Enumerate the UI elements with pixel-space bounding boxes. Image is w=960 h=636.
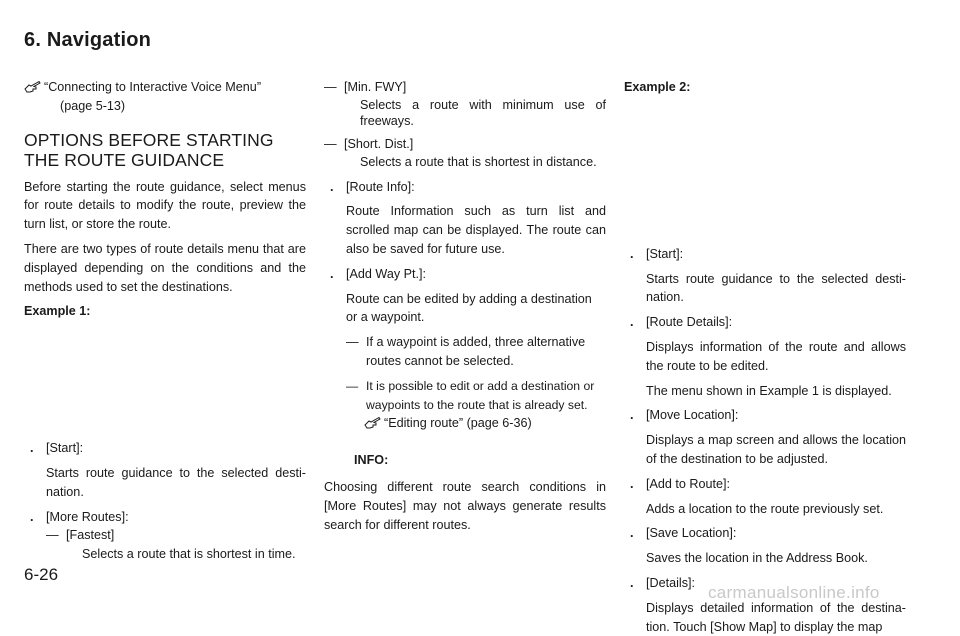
list-item-route-info <box>324 178 606 197</box>
start-label: [Start]: <box>46 441 84 456</box>
reference-connecting-voice-menu <box>24 78 306 116</box>
dash-item-fastest <box>24 526 306 564</box>
example1-image-area <box>24 321 306 439</box>
dash-item-shortdist <box>324 135 606 170</box>
section-heading: OPTIONS BEFORE STARTING THE ROUTE GUIDANCE <box>24 129 274 170</box>
routeinfo-description: Route Information such as turn list and scrolled map can be displayed. The route can also be saved for future use. <box>346 204 606 256</box>
minfwy-label: [Min. FWY] <box>344 80 407 94</box>
bullet-mark: . <box>630 575 634 590</box>
addway-label: [Add Way Pt.]: <box>346 266 427 281</box>
fastest-label: [Fastest] <box>66 528 115 543</box>
column-right <box>624 78 906 636</box>
reference-text: “Connecting to Interactive Voice Menu” <box>44 80 262 94</box>
bullet-mark: . <box>30 441 34 456</box>
routeinfo-label: [Route Info]: <box>346 179 415 194</box>
route-details-description: Displays information of the route and allows the route to be edited. <box>646 339 906 373</box>
bullet-mark: . <box>330 266 334 281</box>
dash-item-edit-note <box>324 377 606 415</box>
dash-mark: — <box>46 528 59 543</box>
example2-label: Example 2: <box>624 80 691 94</box>
start-description-2: Starts route guidance to the selected desti-nation. <box>646 271 906 305</box>
dash-mark: — <box>324 136 337 151</box>
info-label: INFO: <box>354 453 389 468</box>
details-description: Displays detailed information of the destina-tion. Touch [Show Map] to display the map <box>646 600 906 634</box>
add-route-description: Adds a location to the route previously set. <box>646 501 884 516</box>
column-left <box>24 78 306 564</box>
shortdist-label: [Short. Dist.] <box>344 136 414 151</box>
dash-mark: — <box>346 378 359 393</box>
chapter-title: 6. Navigation <box>24 29 152 51</box>
save-location-label: [Save Location]: <box>646 526 737 541</box>
dash-mark: — <box>346 335 359 350</box>
dash-mark: — <box>324 80 337 94</box>
bullet-mark: . <box>30 509 34 524</box>
info-text: Choosing different route search conditions in [More Routes] may not always generate results search for different routes. <box>324 479 606 532</box>
list-item-start <box>24 439 306 458</box>
example1-label: Example 1: <box>24 304 91 319</box>
details-label: [Details]: <box>646 575 695 590</box>
example2-image-area <box>624 97 906 245</box>
route-details-note: The menu shown in Example 1 is displayed. <box>646 383 892 398</box>
intro-paragraph: Before starting the route guidance, select menus for route details to modify the route, preview the turn list, or store the route. <box>24 179 306 232</box>
fastest-description: Selects a route that is shortest in time. <box>82 547 296 562</box>
start-label-2: [Start]: <box>646 246 684 261</box>
reference-page: (page 5-13) <box>60 98 126 113</box>
list-item-route-details <box>624 313 906 332</box>
save-location-description: Saves the location in the Address Book. <box>646 551 868 566</box>
list-item-add-to-route <box>624 475 906 494</box>
bullet-mark: . <box>330 179 334 194</box>
more-routes-label: [More Routes]: <box>46 509 129 524</box>
column-middle <box>324 78 606 534</box>
bullet-mark: . <box>630 408 634 423</box>
start-description: Starts route guidance to the selected desti-nation. <box>46 465 306 499</box>
add-route-label: [Add to Route]: <box>646 476 731 491</box>
move-location-description: Displays a map screen and allows the location of the destination to be adjusted. <box>646 433 906 466</box>
list-item-save-location <box>624 524 906 543</box>
addway-description: Route can be edited by adding a destination or a waypoint. <box>346 291 592 325</box>
list-item-add-way <box>324 265 606 284</box>
bullet-mark: . <box>630 476 634 491</box>
reference-editing-route <box>324 414 606 433</box>
watermark: carmanualsonline.info <box>708 583 880 602</box>
dash-item-minfwy <box>324 78 606 129</box>
list-item-more-routes <box>24 508 306 527</box>
list-item-start-2 <box>624 245 906 264</box>
waypoint-note: If a waypoint is added, three alternative routes cannot be selected. <box>366 335 586 368</box>
page-number: 6-26 <box>24 565 59 584</box>
list-item-move-location <box>624 406 906 425</box>
bullet-mark: . <box>630 246 634 261</box>
edit-ref-text: “Editing route” (page 6-36) <box>384 416 532 431</box>
shortdist-description: Selects a route that is shortest in distance. <box>360 154 597 169</box>
move-location-label: [Move Location]: <box>646 408 739 423</box>
edit-note: It is possible to edit or add a destination or waypoints to the route that is already set. <box>366 378 595 412</box>
pointing-hand-icon <box>364 416 382 430</box>
types-paragraph: There are two types of route details menu that are displayed depending on the conditions and the methods used to set the destinations. <box>24 241 306 294</box>
bullet-mark: . <box>630 526 634 541</box>
bullet-mark: . <box>630 315 634 330</box>
minfwy-description: Selects a route with minimum use of freeways. <box>360 97 606 128</box>
route-details-label: [Route Details]: <box>646 315 733 330</box>
dash-item-waypoint-note <box>324 333 606 371</box>
pointing-hand-icon <box>24 80 42 94</box>
